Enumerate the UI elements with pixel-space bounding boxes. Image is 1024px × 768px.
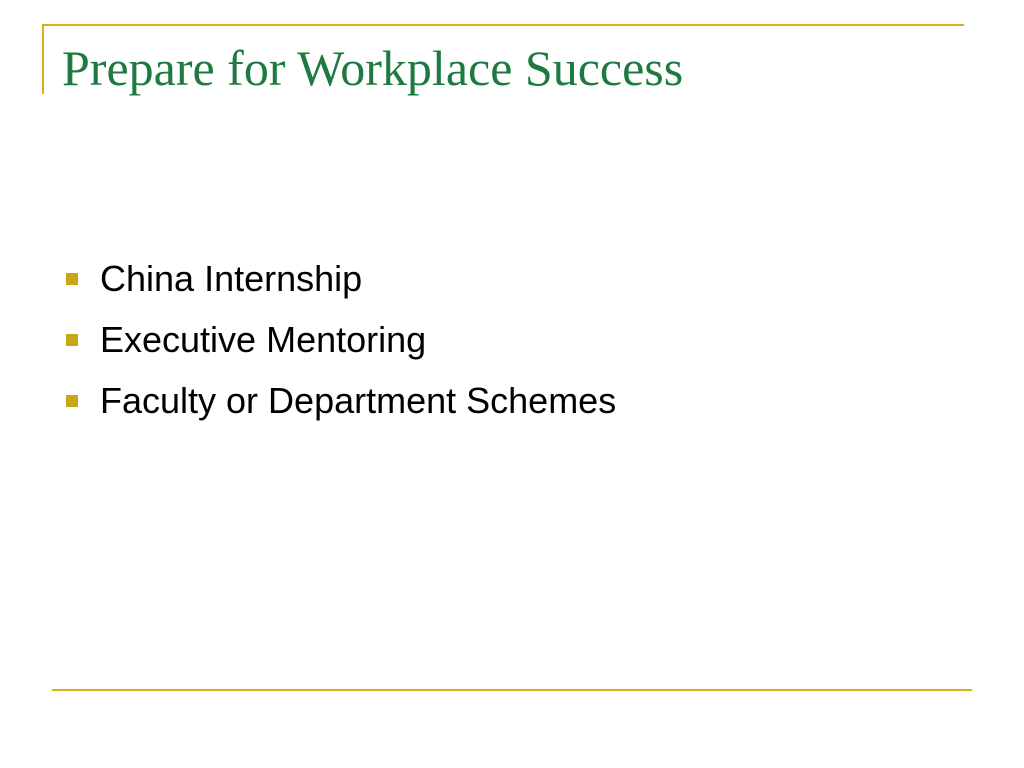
bullet-item bbox=[66, 309, 616, 370]
bullet-text: Faculty or Department Schemes bbox=[100, 379, 617, 421]
bullet-item bbox=[66, 248, 616, 309]
square-bullet-icon bbox=[66, 273, 78, 285]
bullet-item bbox=[66, 370, 616, 431]
footer-divider-line bbox=[52, 689, 972, 691]
bullet-text: Executive Mentoring bbox=[100, 318, 427, 360]
square-bullet-icon bbox=[66, 334, 78, 346]
bullet-text: China Internship bbox=[100, 257, 363, 299]
square-bullet-icon bbox=[66, 395, 78, 407]
title-frame-top-line bbox=[42, 24, 964, 26]
slide-title: Prepare for Workplace Success bbox=[62, 40, 684, 96]
title-frame-left-line bbox=[42, 24, 44, 94]
bullet-list bbox=[66, 248, 616, 431]
